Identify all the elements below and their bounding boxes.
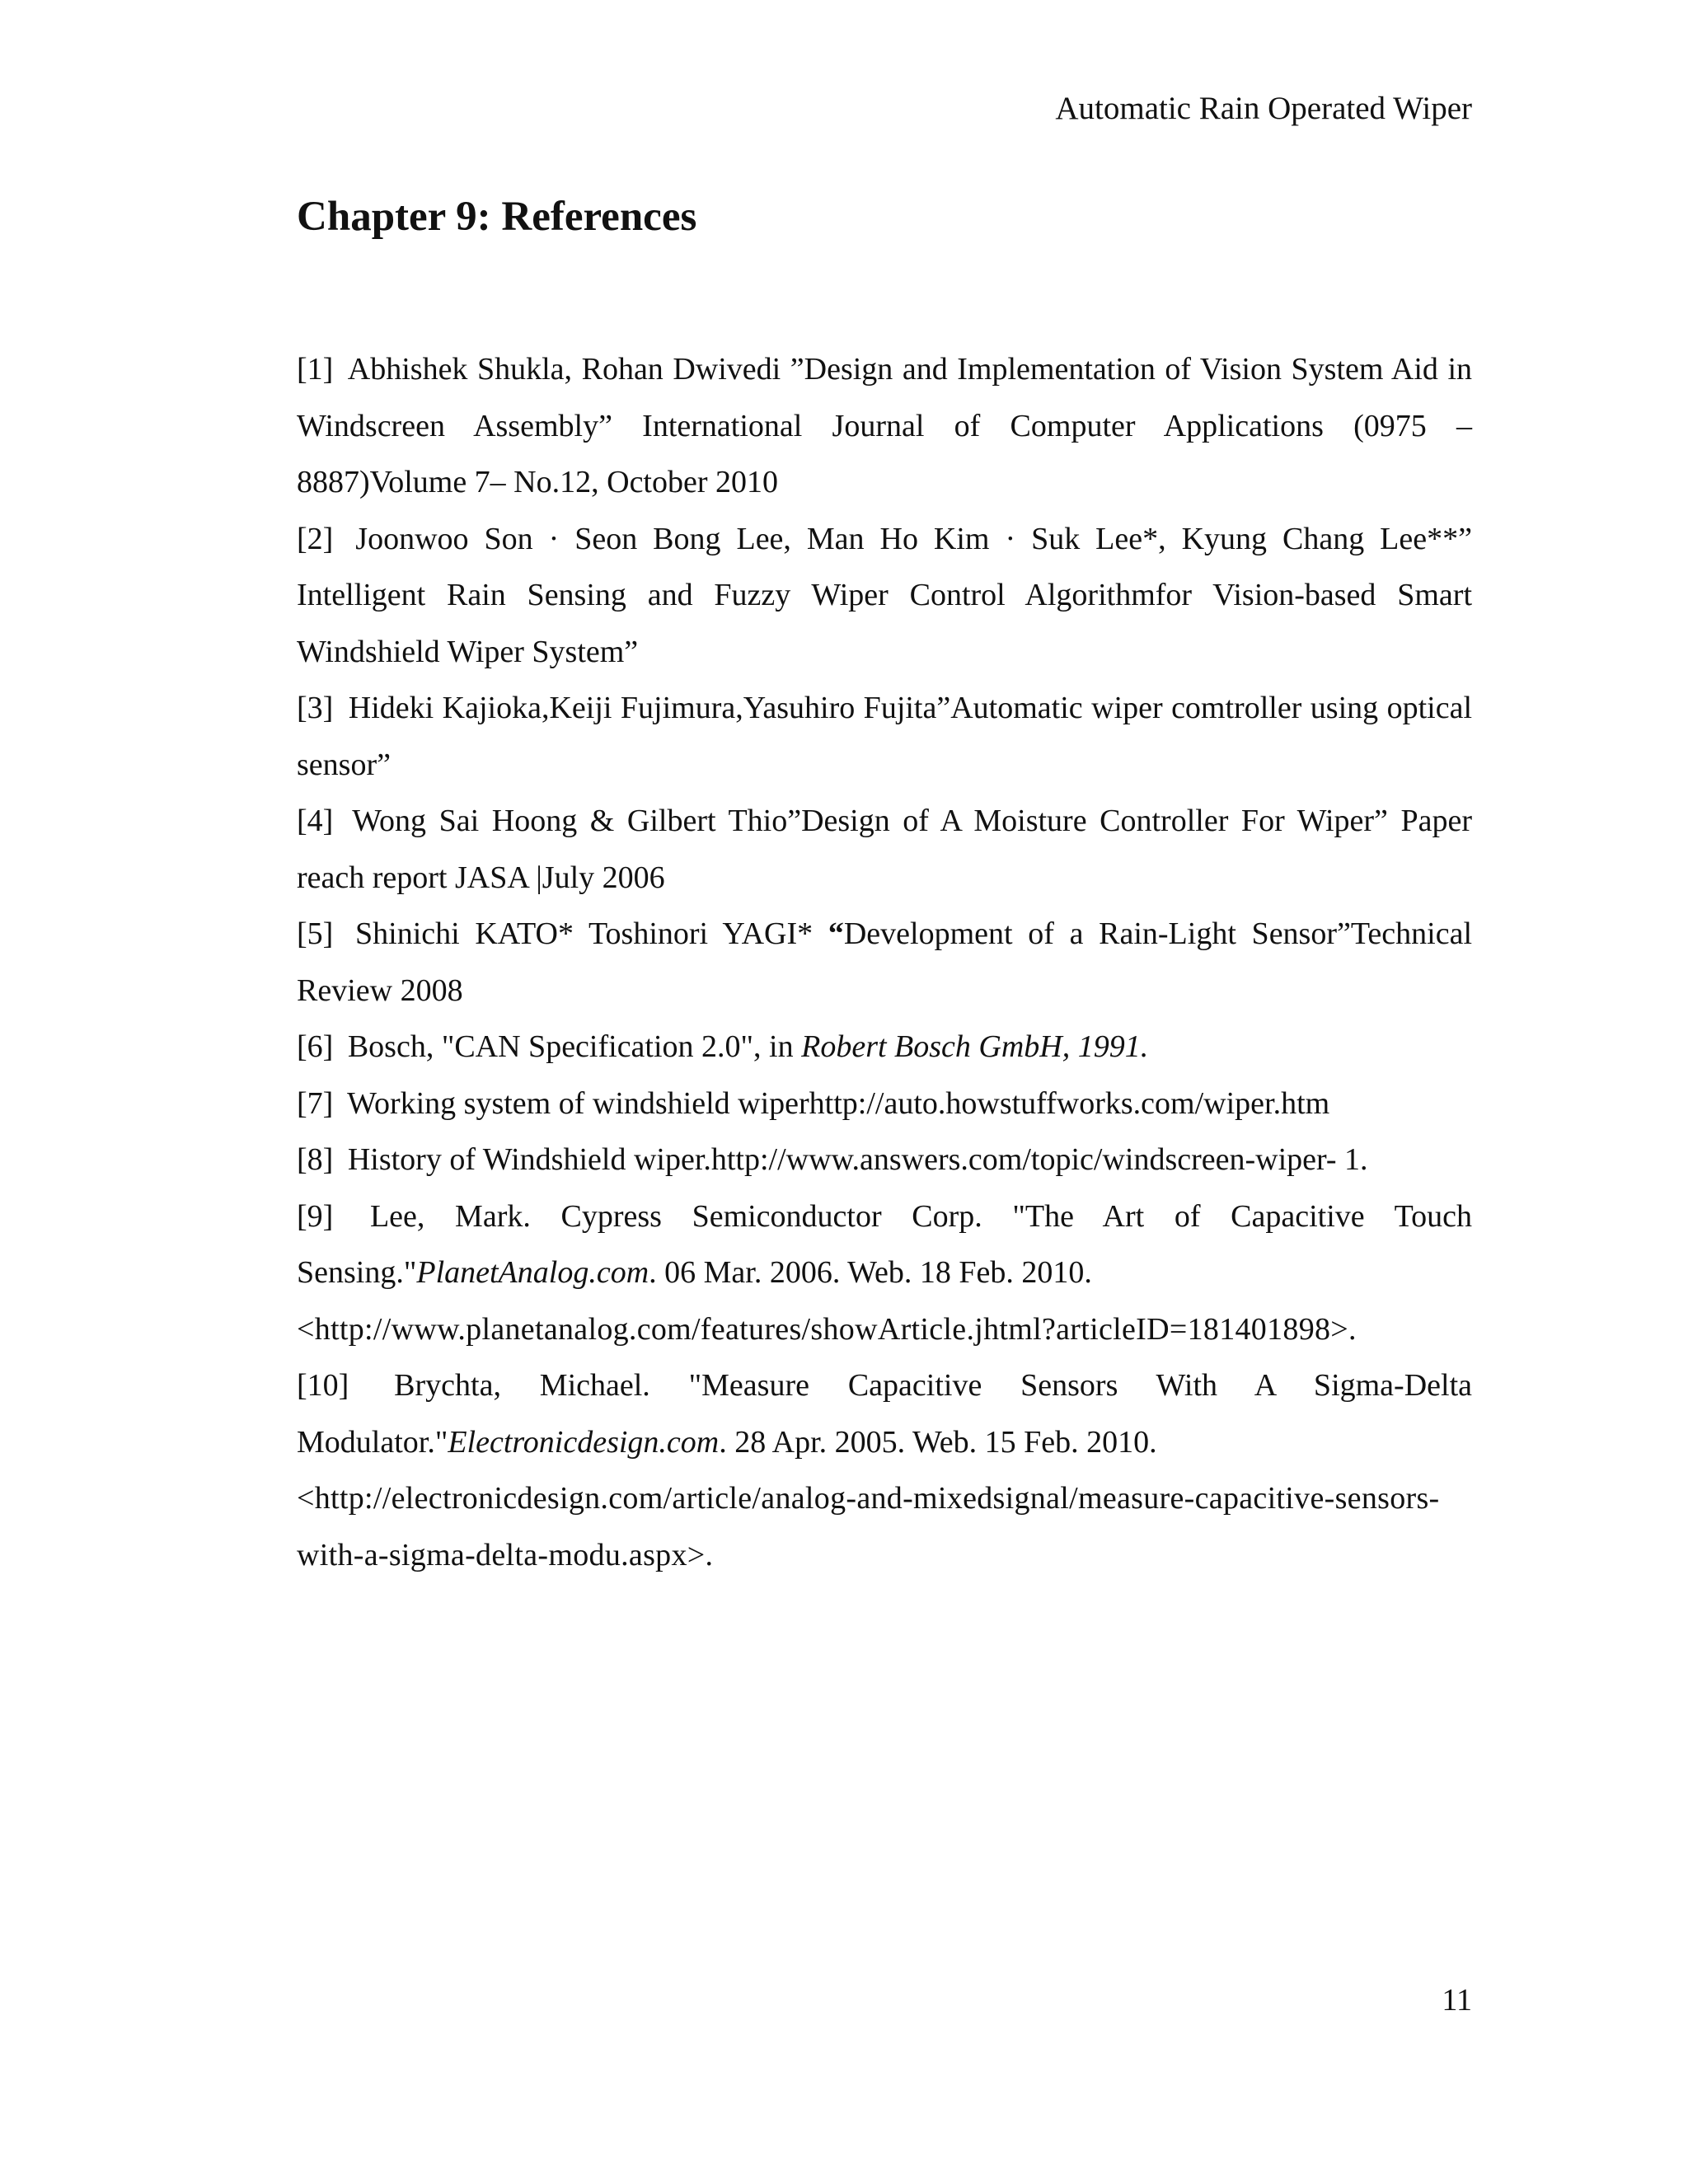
reference-italic-source: Robert Bosch GmbH, 1991. [801, 1029, 1149, 1064]
running-header: Automatic Rain Operated Wiper [1055, 91, 1472, 126]
reference-text: Brychta, Michael. "Measure Capacitive Sensors With A Sigma-Delta Modulator." [297, 1368, 1472, 1460]
reference-text: Bosch, "CAN Specification 2.0", in [347, 1029, 802, 1064]
reference-item-5 [297, 906, 1472, 1019]
reference-text: Joonwoo Son · Seon Bong Lee, Man Ho Kim · Suk Lee*, Kyung Chang Lee**” Intelligent Rain Sensing and Fuzzy Wiper Control Algorithmfor Vision-based Smart Windshield Wiper System” [297, 521, 1472, 669]
reference-item-3 [297, 680, 1472, 793]
reference-text: Hideki Kajioka,Keiji Fujimura,Yasuhiro Fujita”Automatic wiper comtroller using optical sensor” [297, 691, 1473, 782]
reference-text-continued: . 06 Mar. 2006. Web. 18 Feb. 2010. [649, 1255, 1092, 1290]
reference-italic-source: PlanetAnalog.com [416, 1255, 649, 1290]
reference-text: Working system of windshield wiperhttp://auto.howstuffworks.com/wiper.htm [347, 1085, 1330, 1121]
reference-item-10 [297, 1357, 1472, 1583]
reference-text: Abhishek Shukla, Rohan Dwivedi ”Design and Implementation of Vision System Aid in Windscreen Assembly” International Journal of Computer Applications (0975 – 8887)Volume 7– No.12, October 2010 [297, 352, 1473, 499]
reference-bold-quote: “ [828, 916, 844, 951]
chapter-title: Chapter 9: References [297, 194, 697, 240]
reference-number: [5] [297, 916, 334, 951]
reference-number: [9] [297, 1198, 334, 1234]
reference-url: <http://electronicdesign.com/article/analog-and-mixedsignal/measure-capacitive-sensors- [297, 1481, 1440, 1516]
reference-item-1 [297, 341, 1472, 511]
reference-text: Shinichi KATO* Toshinori YAGI* [355, 916, 828, 951]
reference-number: [3] [297, 691, 334, 725]
reference-item-9 [297, 1188, 1472, 1358]
reference-item-7 [297, 1076, 1472, 1132]
reference-text: History of Windshield wiper.http://www.answers.com/topic/windscreen-wiper- 1. [347, 1142, 1368, 1177]
reference-number: [2] [297, 521, 334, 556]
reference-text: Lee, Mark. Cypress Semiconductor Corp. "The Art of Capacitive Touch Sensing." [297, 1198, 1472, 1290]
reference-number: [1] [297, 352, 334, 387]
reference-text-continued: . 28 Apr. 2005. Web. 15 Feb. 2010. [719, 1424, 1157, 1460]
reference-url: <http://www.planetanalog.com/features/showArticle.jhtml?articleID=181401898>. [297, 1311, 1357, 1347]
reference-item-8 [297, 1132, 1472, 1188]
reference-item-4 [297, 793, 1472, 906]
reference-number: [8] [297, 1142, 334, 1177]
reference-list [297, 341, 1472, 1583]
page-number: 11 [1442, 1983, 1472, 2018]
reference-url-continued: with-a-sigma-delta-modu.aspx>. [297, 1537, 714, 1572]
reference-italic-source: Electronicdesign.com [448, 1424, 720, 1460]
reference-number: [4] [297, 804, 334, 838]
reference-text: Wong Sai Hoong & Gilbert Thio”Design of A Moisture Controller For Wiper” Paper reach report JASA |July 2006 [297, 804, 1472, 895]
reference-number: [10] [297, 1368, 349, 1403]
reference-text-continued: Development of a Rain-Light Sensor”Technical Review 2008 [297, 916, 1473, 1008]
reference-number: [6] [297, 1029, 334, 1064]
reference-number: [7] [297, 1085, 334, 1121]
reference-item-6 [297, 1019, 1472, 1076]
reference-item-2 [297, 511, 1472, 681]
